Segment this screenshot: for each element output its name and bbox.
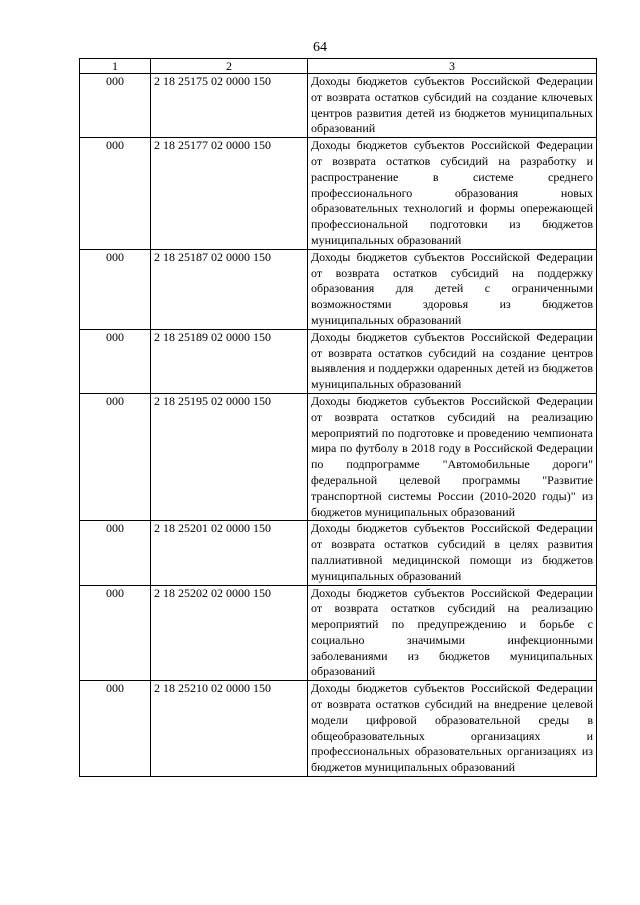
admin-code-cell: 000: [80, 249, 151, 329]
description-cell: Доходы бюджетов субъектов Российской Федерации от возврата остатков субсидий на разработку и распространение в системе среднего профессионального образования новых образовательных технологий и формы опережающей профессиональной подготовки из бюджетов муниципальных образований: [308, 138, 597, 250]
column-header-3: 3: [308, 59, 597, 74]
budget-income-table: [79, 58, 597, 777]
column-header-1: 1: [80, 59, 151, 74]
description-cell: Доходы бюджетов субъектов Российской Федерации от возврата остатков субсидий на внедрение целевой модели цифровой образовательной среды в общеобразовательных организациях и профессиональных образовательных организациях из бюджетов муниципальных образований: [308, 681, 597, 777]
description-cell: Доходы бюджетов субъектов Российской Федерации от возврата остатков субсидий на создание ключевых центров развития детей из бюджетов муниципальных образований: [308, 74, 597, 138]
income-code-cell: 2 18 25189 02 0000 150: [151, 329, 308, 393]
table-row: [80, 585, 597, 681]
income-code-cell: 2 18 25201 02 0000 150: [151, 521, 308, 585]
table-row: [80, 74, 597, 138]
table-row: [80, 138, 597, 250]
admin-code-cell: 000: [80, 681, 151, 777]
admin-code-cell: 000: [80, 521, 151, 585]
admin-code-cell: 000: [80, 329, 151, 393]
table-row: [80, 393, 597, 520]
column-header-2: 2: [151, 59, 308, 74]
income-code-cell: 2 18 25177 02 0000 150: [151, 138, 308, 250]
income-code-cell: 2 18 25210 02 0000 150: [151, 681, 308, 777]
table-row: [80, 681, 597, 777]
income-code-cell: 2 18 25175 02 0000 150: [151, 74, 308, 138]
description-cell: Доходы бюджетов субъектов Российской Федерации от возврата остатков субсидий в целях развития паллиативной медицинской помощи из бюджетов муниципальных образований: [308, 521, 597, 585]
income-code-cell: 2 18 25195 02 0000 150: [151, 393, 308, 520]
table-row: [80, 329, 597, 393]
admin-code-cell: 000: [80, 74, 151, 138]
description-cell: Доходы бюджетов субъектов Российской Федерации от возврата остатков субсидий на реализацию мероприятий по предупреждению и борьбе с социально значимыми инфекционными заболеваниями из бюджетов муниципальных образований: [308, 585, 597, 681]
description-cell: Доходы бюджетов субъектов Российской Федерации от возврата остатков субсидий на создание центров выявления и поддержки одаренных детей из бюджетов муниципальных образований: [308, 329, 597, 393]
table-row: [80, 249, 597, 329]
description-cell: Доходы бюджетов субъектов Российской Федерации от возврата остатков субсидий на реализацию мероприятий по подготовке и проведению чемпионата мира по футболу в 2018 году в Российской Федерации по подпрограмме "Автомобильные дороги" федеральной целевой программы "Развитие транспортной системы России (2010-2020 годы)" из бюджетов муниципальных образований: [308, 393, 597, 520]
description-cell: Доходы бюджетов субъектов Российской Федерации от возврата остатков субсидий на поддержку образования для детей с ограниченными возможностями здоровья из бюджетов муниципальных образований: [308, 249, 597, 329]
table-header-row: [80, 59, 597, 74]
income-code-cell: 2 18 25187 02 0000 150: [151, 249, 308, 329]
admin-code-cell: 000: [80, 585, 151, 681]
admin-code-cell: 000: [80, 138, 151, 250]
page-number: 64: [313, 40, 327, 55]
admin-code-cell: 000: [80, 393, 151, 520]
table-row: [80, 521, 597, 585]
income-code-cell: 2 18 25202 02 0000 150: [151, 585, 308, 681]
